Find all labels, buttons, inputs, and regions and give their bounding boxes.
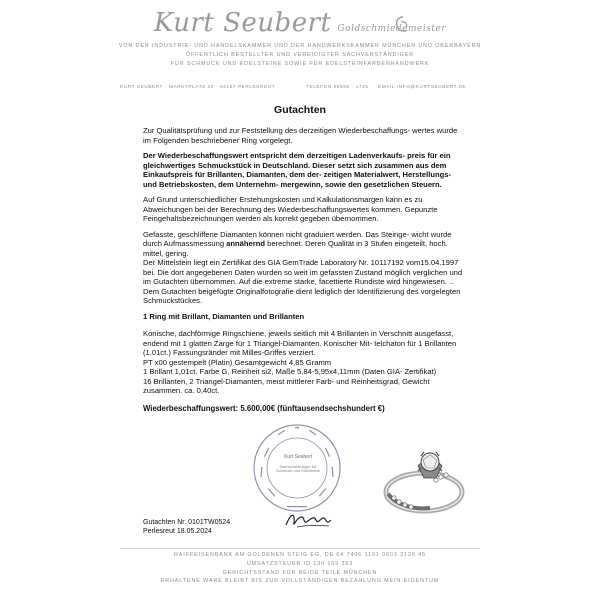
footer-ownership: ERHALTENE WARE BLEIBT BIS ZUR VOLLSTÄNDIGEN BEZAHLUNG MEIN EIGENTUM xyxy=(160,578,440,585)
grading-text-emphasis: annähernd xyxy=(226,239,265,248)
email-text: EMAIL INFO@KURTSEUBERT.DE xyxy=(378,84,467,89)
document-title: Gutachten xyxy=(274,104,326,116)
goldsmith-emblem-icon xyxy=(392,14,414,36)
side-stones-line: 16 Brillanten, 2 Triangel-Diamanten, meist mittlerer Farb- und Reinheitsgrad, Gewicht zusammen. ca. 0,40ct. xyxy=(143,376,430,395)
certificate-paragraph: Der Mittelstein liegt ein Zertifikat des GIA GemTrade Laboratory Nr. 10117192 vom15.04.1997 bei. Die dort angegebenen Daten wurden so weit im gefassten Zustand möglich verglichen und im Gutachten übernommen. Auf die extreme starke, facettierte Rundiste wird hingewiesen. .. xyxy=(143,258,463,286)
document-body xyxy=(143,126,463,402)
intro-paragraph: Zur Qualitätsprüfung und zur Feststellung des derzeitigen Wiederbeschaffungs- wertes wurde im Folgenden beschriebener Ring vorgelegt. xyxy=(143,126,458,145)
seal-role-1: Sachverständiger für xyxy=(279,463,317,469)
calculation-note-paragraph: Auf Grund unterschiedlicher Erstehungskosten und Kalkulationsmargen kann es zu Abweichungen bei der Berechnung des Wiederbeschaffungswertes kommen. Gepunzte Feingehaltsbezeichnungen werden als korrekt gegeben übernommen. xyxy=(143,195,438,223)
credential-line: ÖFFENTLICH BESTELLTER UND VEREIDIGTER SACHVERSTÄNDIGER xyxy=(185,52,415,58)
appraisal-number: Gutachten Nr. 0101TW0524 xyxy=(143,519,231,526)
footer-bank: RAIFFEISENBANK AM GOLDENEN STEIG EG, DE 64 7406 1101 0003 2126 45 xyxy=(174,552,426,558)
letterhead-name: Kurt Seubert xyxy=(153,8,332,38)
grading-paragraph xyxy=(143,230,463,259)
place-date: Perlesreut 18.05.2024 xyxy=(143,528,212,535)
letterhead-credentials xyxy=(0,42,600,69)
credential-line: VON DER INDUSTRIE- UND HANDELSKAMMER UND DER HANDWERKSKAMMER MÜNCHEN UND OBERBAYERN xyxy=(118,43,482,49)
replacement-value: Wiederbeschaffungswert: 5.600,00€ (fünftausendsechshundert €) xyxy=(143,404,385,413)
letterhead xyxy=(0,8,600,69)
phone-text: TELEFON 08555 · 1725 xyxy=(306,84,369,89)
footer-jurisdiction: GERICHTSSTAND FÜR BEIDE TEILE MÜNCHEN xyxy=(222,569,378,576)
grading-text-c: berechnet. Deren Qualität in 3 Stufen eingeteilt, hoch. mittel, gering. xyxy=(143,239,448,258)
center-stone-line: 1 Brillant 1,01ct. Farbe G, Reinheit si2, Maße 5,84-5,95x4,11mm (Daten GIA- Zertifikat) xyxy=(143,367,437,376)
reference-block xyxy=(143,518,230,536)
metal-line: PT x00 gestempelt (Platin) Gesamtgewicht 4,85 Gramm xyxy=(143,357,332,367)
footer-vat: UMSATZSTEUER ID 130 169 353 xyxy=(246,560,354,567)
footer-divider xyxy=(120,548,480,549)
credential-line: FÜR SCHMUCK UND EDELSTEINE SOWIE FÜR EDELSTEINFARBENHANDWERK xyxy=(170,61,430,67)
item-description: Konische, dachförmige Ringschiene, jeweils seitlich mit 4 Brillanten in Verschnitt ausgefasst, endend mit 1 glatten Zarge für 1 Triangel-Diamanten. Konischer Mit- telchaton für 1 Brillanten (1.01ct.) Fassungsränder mit Milles-Griffes verziert. xyxy=(143,329,457,357)
address-text: KURT SEUBERT · MARKTPLATZ 20 · 94157 PERLESREUT xyxy=(120,84,276,89)
seal-role-2: Schmuck und Edelsteine xyxy=(275,468,321,473)
letterhead-subtitle: Goldschmiedemeister xyxy=(337,24,447,34)
photo-note-paragraph: Dem Gutachten beigefügte Originalfotografie dient lediglich der Identifizierung des vorgelegten Schmuckstückes. xyxy=(143,286,461,305)
ring-photo xyxy=(378,430,468,522)
item-heading: 1 Ring mit Brillant, Diamanten und Brillanten xyxy=(143,311,305,321)
seal-inner-text xyxy=(269,455,327,474)
seal-name: Kurt Seubert xyxy=(283,454,313,460)
letterhead-logo xyxy=(0,8,600,38)
grading-text-a: Gefasste, geschliffene Diamanten können nicht graduiert werden. Das Steinge- wicht wurde durch Aufmassmessung xyxy=(143,229,452,248)
handwritten-signature-icon xyxy=(283,508,335,532)
footer xyxy=(0,551,600,586)
value-definition-paragraph: Der Wiederbeschaffungswert entspricht dem derzeitigen Ladenverkaufs- preis für ein gleichwertiges Schmuckstück in Deutschland. Dieser setzt sich zusammen aus dem Einkaufspreis für Brillanten, Diamanten, dem der- zeitigen Materialwert, Herstellungs- und Betriebskosten, dem Unternehm- mergewinn, sowie den gesetzlichen Steuern. xyxy=(143,151,452,189)
